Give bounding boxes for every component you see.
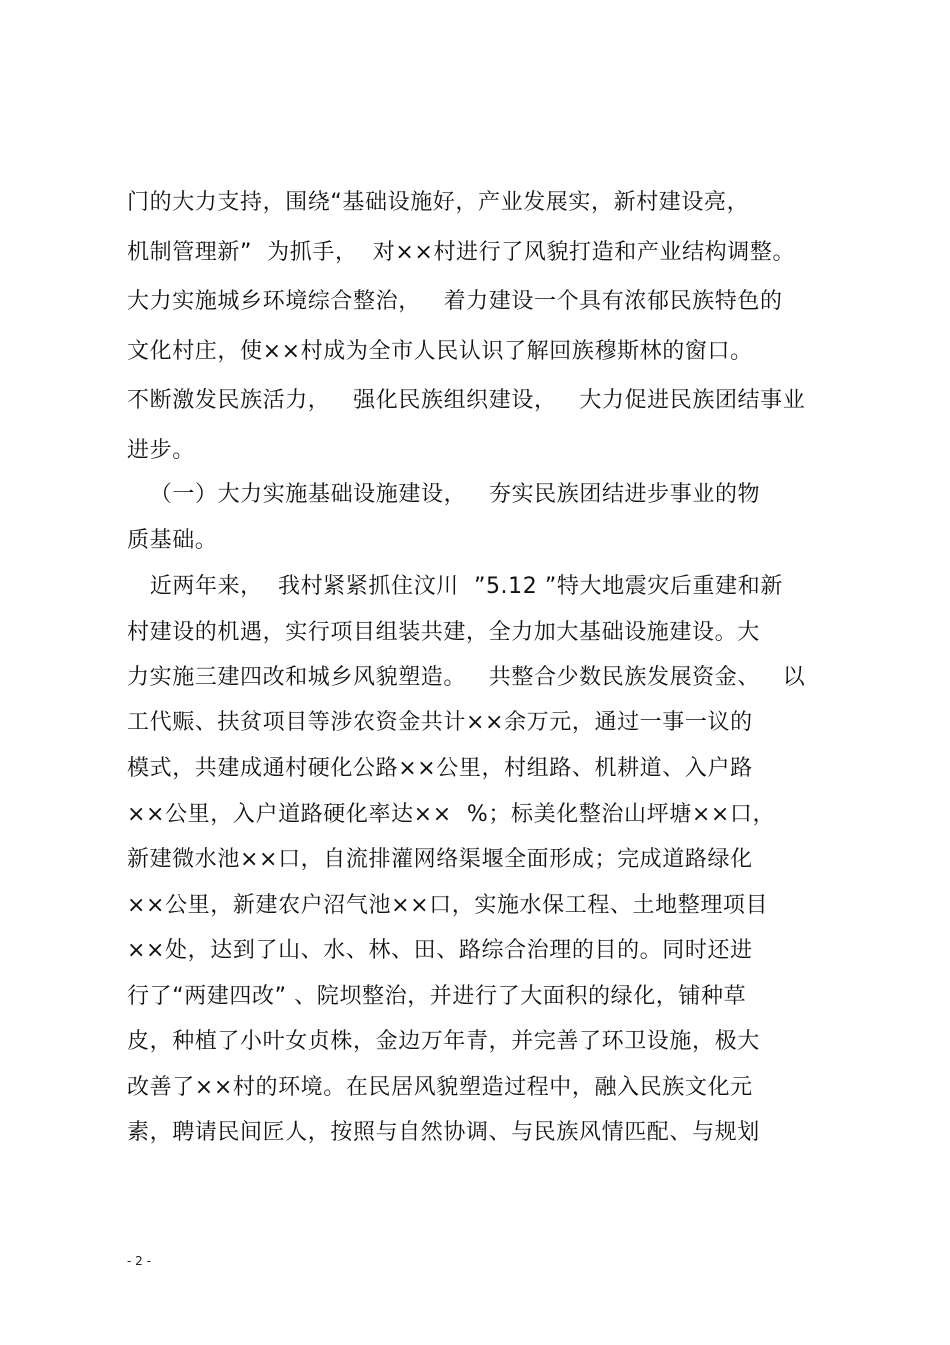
text-line: 不断激发民族活力， 强化民族组织建设， 大力促进民族团结事业: [127, 388, 806, 413]
text-line: 村建设的机遇，实行项目组装共建，全力加大基础设施建设。大: [127, 620, 760, 645]
text-line: 进步。: [127, 438, 195, 463]
text-line: 行了“两建四改” 、院坝整治，并进行了大面积的绿化，铺种草: [127, 984, 747, 1009]
text-line: 文化村庄，使××村成为全市人民认识了解回族穆斯林的窗口。: [127, 339, 753, 364]
page-number: - 2 -: [127, 1254, 151, 1268]
text-line: 新建微水池××口，自流排灌网络渠堰全面形成；完成道路绿化: [127, 847, 753, 872]
text-line: 力实施三建四改和城乡风貌塑造。 共整合少数民族发展资金、 以: [127, 665, 806, 690]
text-line: 机制管理新” 为抓手， 对××村进行了风貌打造和产业结构调整。: [127, 240, 796, 265]
text-line: ××公里，新建农户沼气池××口，实施水保工程、土地整理项目: [127, 893, 769, 918]
text-line: 工代赈、扶贫项目等涉农资金共计××余万元，通过一事一议的: [127, 710, 753, 735]
section-heading: （一）大力实施基础设施建设， 夯实民族团结进步事业的物: [127, 482, 761, 507]
text-line: 改善了××村的环境。在民居风貌塑造过程中，融入民族文化元: [127, 1075, 753, 1100]
text-line: 模式，共建成通村硬化公路××公里，村组路、机耕道、入户路: [127, 756, 753, 781]
text-line: 大力实施城乡环境综合整治， 着力建设一个具有浓郁民族特色的: [127, 289, 783, 314]
text-line: ××公里，入户道路硬化率达×× %；标美化整治山坪塘××口，: [127, 802, 776, 827]
text-line: 质基础。: [127, 528, 218, 553]
text-line: ××处，达到了山、水、林、田、路综合治理的目的。同时还进: [127, 938, 753, 963]
text-line: 皮，种植了小叶女贞株，金边万年青，并完善了环卫设施，极大: [127, 1029, 760, 1054]
text-line: 素，聘请民间匠人，按照与自然协调、与民族风情匹配、与规划: [127, 1120, 760, 1145]
text-line: 近两年来， 我村紧紧抓住汶川 ”5.12 ”特大地震灾后重建和新: [127, 574, 783, 599]
text-line: 门的大力支持，围绕“基础设施好，产业发展实，新村建设亮，: [127, 190, 750, 215]
